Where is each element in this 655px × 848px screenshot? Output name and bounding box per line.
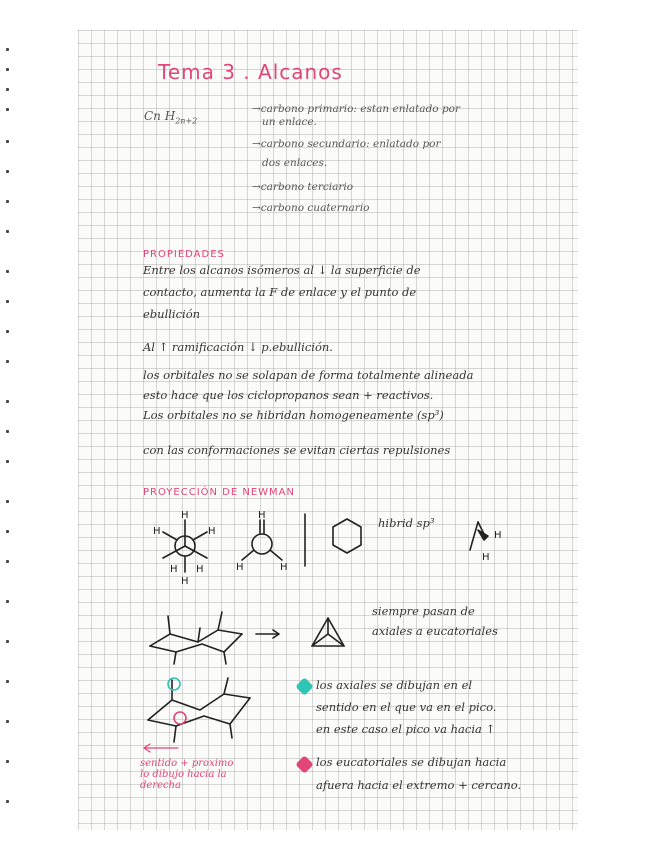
newman-eclipsed-drawing (232, 508, 292, 574)
svg-text:H: H (208, 526, 216, 537)
formula-subscript: 2n+2 (175, 116, 198, 126)
chair-conformation-drawing (142, 608, 252, 668)
binder-holes (0, 0, 18, 848)
carbon-primary-line1: →carbono primario: estan enlatado por (252, 103, 461, 115)
carbon-secondary-line1: →carbono secundario: enlatado por (252, 138, 441, 150)
orbitales-line-3: Los orbitales no se hibridan homogeneamente (sp³) (143, 408, 444, 422)
newman-staggered-drawing (150, 508, 220, 588)
ramificacion-text: Al ↑ ramificación ↓ p.ebullición. (143, 340, 333, 354)
siempre-line-2: axiales a eucatoriales (372, 624, 498, 638)
carbon-primary (252, 103, 460, 129)
ecuatoriales-line-2: afuera hacia el extremo + cercano. (316, 778, 522, 792)
svg-text:H: H (153, 526, 161, 537)
alkane-formula (144, 110, 197, 127)
conformaciones-text: con las conformaciones se evitan ciertas repulsiones (143, 443, 451, 457)
divider-line (300, 512, 310, 568)
carbon-primary-line2: un enlace. (262, 116, 317, 128)
svg-text:H: H (236, 562, 244, 573)
carbon-secondary (252, 138, 441, 170)
svg-text:H: H (196, 564, 204, 575)
wedge-h-label-2: H (482, 552, 490, 563)
carbon-quaternary: →carbono cuaternario (252, 202, 370, 214)
orbitales-line-1: los orbitales no se solapan de forma totalmente alineada (143, 368, 474, 382)
tetrahedral-triangle-drawing (308, 614, 348, 650)
note-left-line-2: lo dibujo hacia la (140, 769, 227, 780)
axiales-line-3: en este caso el pico va hacia ↑ (316, 722, 496, 736)
svg-text:H: H (170, 564, 178, 575)
chair-axial-drawing (138, 670, 268, 760)
note-left-line-3: derecha (140, 780, 182, 791)
hibrid-sp3-text: hibrid sp³ (378, 516, 435, 530)
sp3-wedge-drawing (456, 516, 516, 566)
propiedades-line-1: Entre los alcanos isómeros al ↓ la superficie de (143, 263, 421, 277)
siempre-line-1: siempre pasan de (372, 604, 475, 618)
carbon-tertiary: →carbono terciario (252, 181, 354, 193)
note-left-line-1: sentido + proximo (140, 758, 234, 769)
axiales-line-2: sentido en el que va en el pico. (316, 700, 497, 714)
wedge-h-label: H (494, 530, 502, 541)
carbon-secondary-line2: dos enlaces. (262, 157, 328, 169)
cyclohexane-hexagon-drawing (330, 516, 364, 556)
orbitales-line-2: esto hace que los ciclopropanos sean + reactivos. (143, 388, 434, 402)
propiedades-line-2: contacto, aumenta la F de enlace y el punto de (143, 285, 417, 299)
svg-text:H: H (258, 510, 266, 521)
note-left (140, 758, 233, 791)
svg-text:H: H (181, 510, 189, 521)
ecuatoriales-line-1: los eucatoriales se dibujan hacia (316, 755, 507, 769)
propiedades-heading: PROPIEDADES (143, 249, 225, 260)
newman-heading: PROYECCIÓN DE NEWMAN (143, 487, 296, 498)
axiales-line-1: los axiales se dibujan en el (316, 678, 473, 692)
transition-arrow (254, 628, 284, 640)
svg-text:H: H (181, 576, 189, 587)
svg-text:H: H (280, 562, 288, 573)
formula-main: Cn H (144, 109, 176, 123)
propiedades-line-3: ebullición (143, 307, 201, 321)
page-title: Tema 3 . Alcanos (158, 60, 343, 84)
